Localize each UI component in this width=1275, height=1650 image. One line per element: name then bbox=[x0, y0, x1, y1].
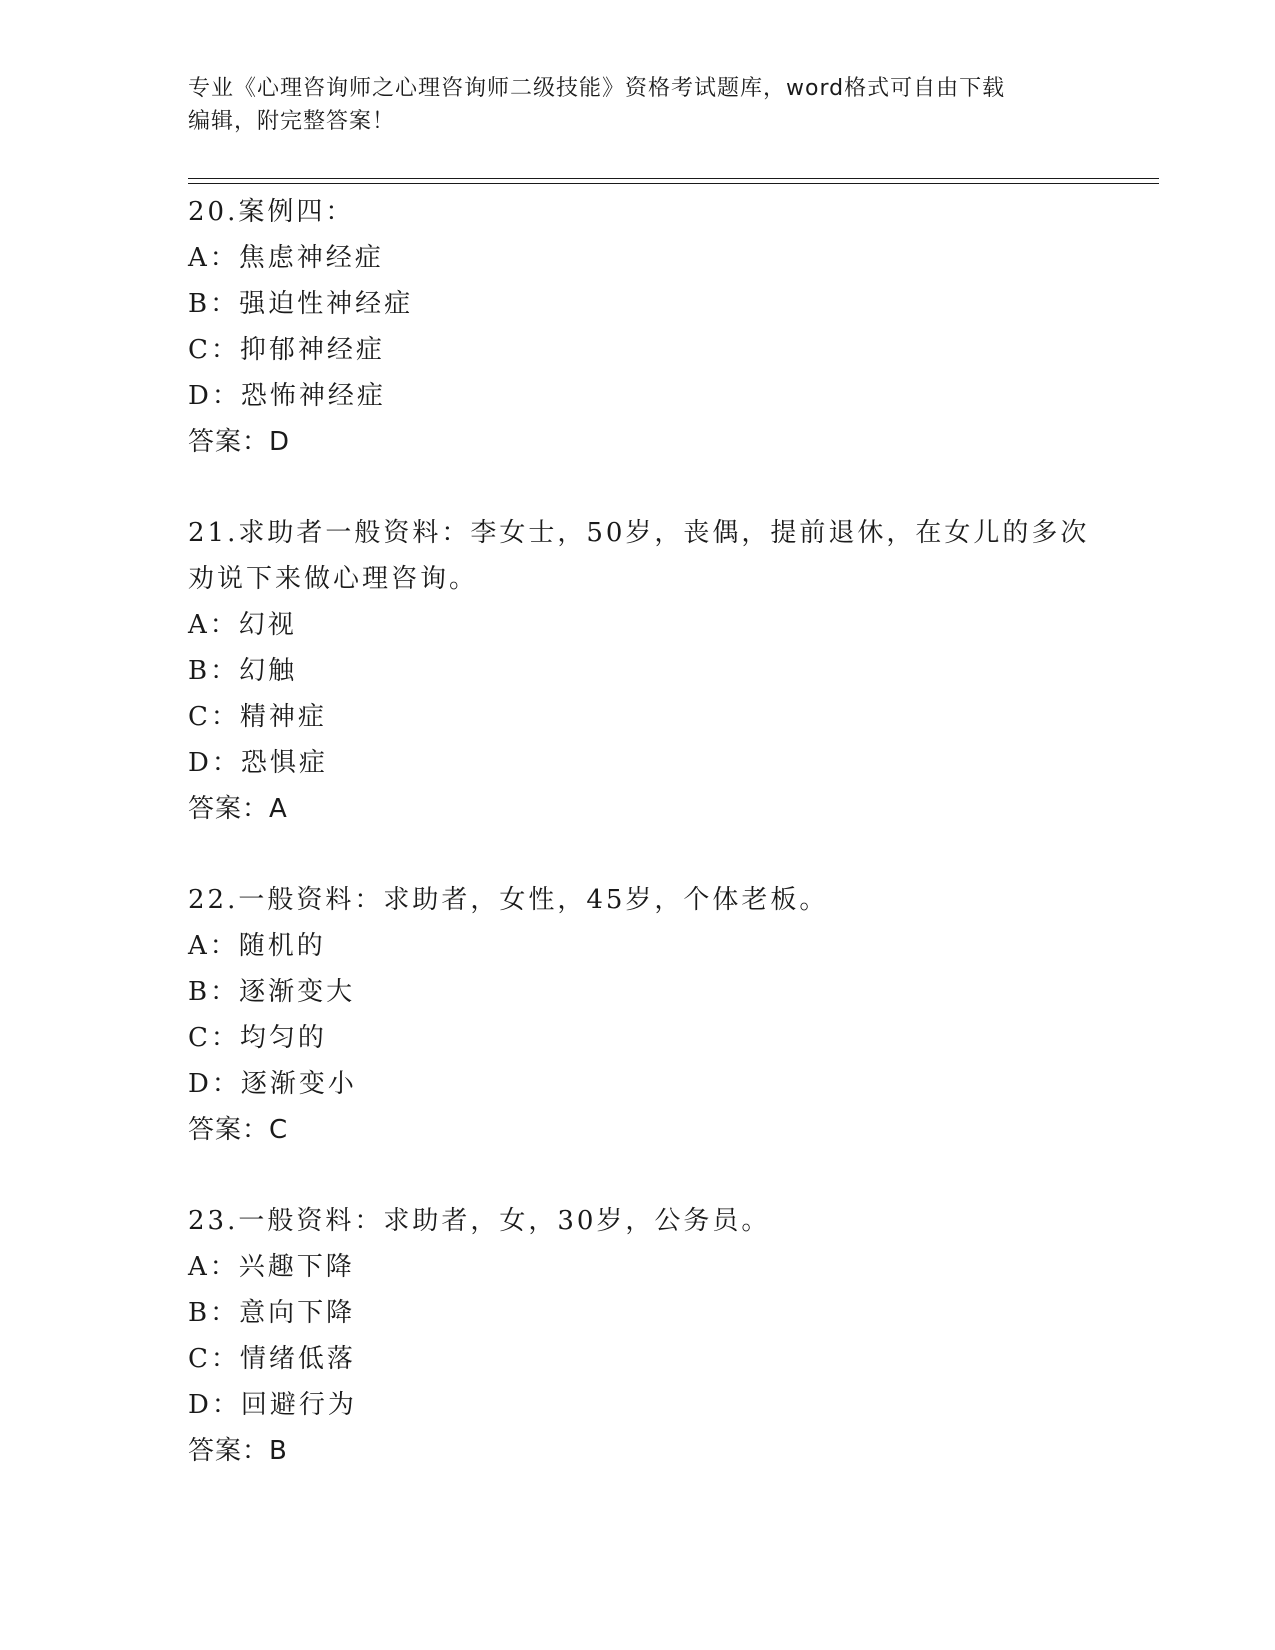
option-b: B：意向下降 bbox=[188, 1298, 356, 1328]
option-b: B：逐渐变大 bbox=[188, 977, 356, 1007]
answer-label: 答案：C bbox=[188, 1115, 289, 1145]
option-c: C：精神症 bbox=[188, 702, 327, 732]
question-22 bbox=[188, 877, 1108, 1153]
option-a: A：兴趣下降 bbox=[188, 1252, 355, 1282]
question-20 bbox=[188, 189, 1108, 465]
question-stem-line: 21.求助者一般资料：李女士，50岁，丧偶，提前退休，在女儿的多次 bbox=[188, 518, 1090, 548]
question-stem bbox=[188, 510, 1108, 602]
question-stem: 20.案例四： bbox=[188, 197, 355, 227]
option-d: D：恐怖神经症 bbox=[188, 381, 386, 411]
question-stem: 23.一般资料：求助者，女，30岁，公务员。 bbox=[188, 1206, 771, 1236]
option-c: C：均匀的 bbox=[188, 1023, 327, 1053]
option-b: B：强迫性神经症 bbox=[188, 289, 414, 319]
answer-label: 答案：B bbox=[188, 1436, 288, 1466]
header-divider bbox=[188, 178, 1159, 179]
option-c: C：抑郁神经症 bbox=[188, 335, 385, 365]
option-d: D：回避行为 bbox=[188, 1390, 357, 1420]
question-21 bbox=[188, 510, 1108, 832]
answer-label: 答案：A bbox=[188, 794, 288, 824]
question-23 bbox=[188, 1198, 1108, 1474]
option-a: A：随机的 bbox=[188, 931, 326, 961]
header-line: 专业《心理咨询师之心理咨询师二级技能》资格考试题库，word格式可自由下载 bbox=[188, 76, 1006, 101]
option-c: C：情绪低落 bbox=[188, 1344, 356, 1374]
option-b: B：幻触 bbox=[188, 656, 298, 686]
answer-label: 答案：D bbox=[188, 427, 291, 457]
option-d: D：逐渐变小 bbox=[188, 1069, 357, 1099]
header-line: 编辑，附完整答案！ bbox=[188, 109, 396, 134]
option-a: A：焦虑神经症 bbox=[188, 243, 384, 273]
question-stem: 22.一般资料：求助者，女性，45岁，个体老板。 bbox=[188, 885, 829, 915]
option-a: A：幻视 bbox=[188, 610, 297, 640]
document-header bbox=[188, 72, 1088, 138]
question-stem-line: 劝说下来做心理咨询。 bbox=[188, 564, 479, 594]
header-divider bbox=[188, 183, 1159, 184]
option-d: D：恐惧症 bbox=[188, 748, 328, 778]
question-list bbox=[188, 189, 1108, 1519]
